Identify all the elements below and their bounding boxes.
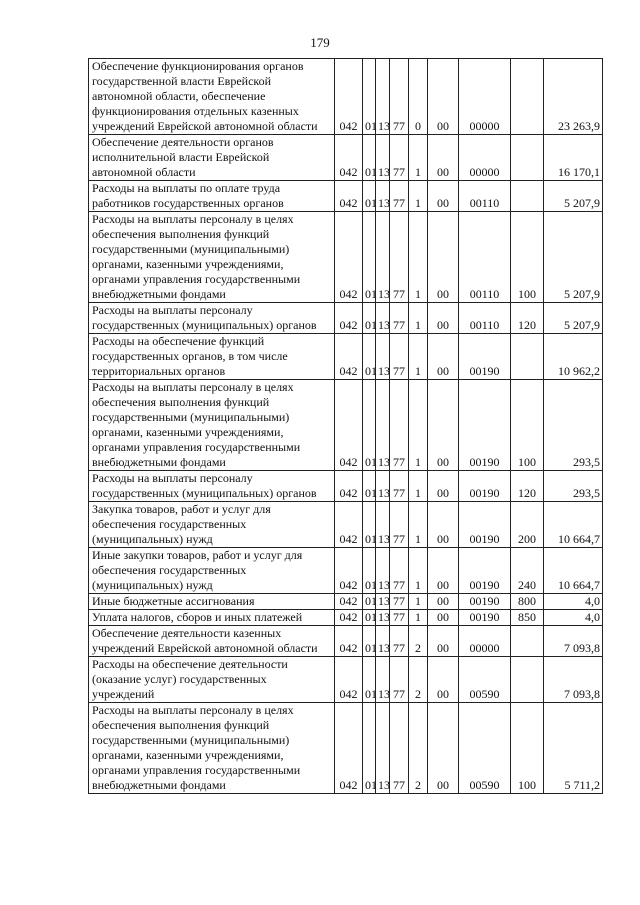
program-code: 77 — [390, 181, 409, 212]
table-row — [89, 703, 603, 794]
group-code: 00 — [428, 502, 459, 548]
group-code: 00 — [428, 334, 459, 380]
subprogram-code: 2 — [409, 657, 428, 703]
section-code: 01 — [363, 135, 376, 181]
expense-name: Иные закупки товаров, работ и услуг для обеспечения государственных (муниципальных) нужд — [89, 548, 335, 594]
program-code: 77 — [390, 471, 409, 502]
amount: 5 207,9 — [544, 303, 603, 334]
item-code: 00190 — [459, 548, 511, 594]
ministry-code: 042 — [335, 380, 363, 471]
subsection-code: 13 — [376, 502, 390, 548]
table-row — [89, 502, 603, 548]
expense-type-code: 800 — [511, 594, 544, 610]
table-row — [89, 626, 603, 657]
amount: 5 711,2 — [544, 703, 603, 794]
group-code: 00 — [428, 212, 459, 303]
group-code: 00 — [428, 59, 459, 135]
section-code: 01 — [363, 380, 376, 471]
table-row — [89, 334, 603, 380]
expense-name: Закупка товаров, работ и услуг для обеспечения государственных (муниципальных) нужд — [89, 502, 335, 548]
subsection-code: 13 — [376, 212, 390, 303]
subsection-code: 13 — [376, 303, 390, 334]
subprogram-code: 1 — [409, 548, 428, 594]
expense-name: Обеспечение деятельности органов исполнительной власти Еврейской автономной области — [89, 135, 335, 181]
item-code: 00190 — [459, 610, 511, 626]
item-code: 00000 — [459, 59, 511, 135]
amount: 5 207,9 — [544, 181, 603, 212]
table-row — [89, 471, 603, 502]
table-row — [89, 610, 603, 626]
expense-name: Расходы на обеспечение функций государственных органов, в том числе территориальных органов — [89, 334, 335, 380]
item-code: 00110 — [459, 303, 511, 334]
subsection-code: 13 — [376, 703, 390, 794]
section-code: 01 — [363, 703, 376, 794]
table-row — [89, 380, 603, 471]
item-code: 00190 — [459, 471, 511, 502]
item-code: 00190 — [459, 380, 511, 471]
group-code: 00 — [428, 380, 459, 471]
amount: 4,0 — [544, 610, 603, 626]
expense-name: Обеспечение функционирования органов государственной власти Еврейской автономной области, обеспечение функционирования отдельных казенных учреждений Еврейской автономной области — [89, 59, 335, 135]
expense-name: Уплата налогов, сборов и иных платежей — [89, 610, 335, 626]
subprogram-code: 1 — [409, 610, 428, 626]
subsection-code: 13 — [376, 626, 390, 657]
group-code: 00 — [428, 471, 459, 502]
subprogram-code: 1 — [409, 380, 428, 471]
amount: 10 664,7 — [544, 548, 603, 594]
expense-type-code: 850 — [511, 610, 544, 626]
table-row — [89, 135, 603, 181]
amount: 16 170,1 — [544, 135, 603, 181]
program-code: 77 — [390, 59, 409, 135]
expense-name: Расходы на выплаты персоналу в целях обеспечения выполнения функций государственными (муниципальными) органами, казенными учреждениями, органами управления государственными внебюджетными фондами — [89, 703, 335, 794]
item-code: 00110 — [459, 181, 511, 212]
group-code: 00 — [428, 657, 459, 703]
group-code: 00 — [428, 626, 459, 657]
subprogram-code: 1 — [409, 502, 428, 548]
subsection-code: 13 — [376, 380, 390, 471]
expense-type-code — [511, 181, 544, 212]
amount: 23 263,9 — [544, 59, 603, 135]
section-code: 01 — [363, 334, 376, 380]
subprogram-code: 1 — [409, 135, 428, 181]
subprogram-code: 2 — [409, 626, 428, 657]
ministry-code: 042 — [335, 502, 363, 548]
program-code: 77 — [390, 657, 409, 703]
table-row — [89, 212, 603, 303]
subsection-code: 13 — [376, 181, 390, 212]
program-code: 77 — [390, 610, 409, 626]
group-code: 00 — [428, 303, 459, 334]
item-code: 00000 — [459, 626, 511, 657]
subsection-code: 13 — [376, 59, 390, 135]
item-code: 00190 — [459, 594, 511, 610]
program-code: 77 — [390, 502, 409, 548]
section-code: 01 — [363, 181, 376, 212]
table-row — [89, 181, 603, 212]
item-code: 00190 — [459, 502, 511, 548]
section-code: 01 — [363, 502, 376, 548]
expense-type-code: 100 — [511, 380, 544, 471]
group-code: 00 — [428, 594, 459, 610]
group-code: 00 — [428, 703, 459, 794]
amount: 293,5 — [544, 380, 603, 471]
section-code: 01 — [363, 303, 376, 334]
amount: 4,0 — [544, 594, 603, 610]
ministry-code: 042 — [335, 548, 363, 594]
group-code: 00 — [428, 548, 459, 594]
program-code: 77 — [390, 703, 409, 794]
section-code: 01 — [363, 610, 376, 626]
section-code: 01 — [363, 548, 376, 594]
expense-type-code — [511, 657, 544, 703]
ministry-code: 042 — [335, 303, 363, 334]
item-code: 00590 — [459, 657, 511, 703]
expense-type-code: 120 — [511, 471, 544, 502]
expense-type-code: 100 — [511, 703, 544, 794]
ministry-code: 042 — [335, 135, 363, 181]
subsection-code: 13 — [376, 594, 390, 610]
ministry-code: 042 — [335, 212, 363, 303]
section-code: 01 — [363, 212, 376, 303]
expense-type-code — [511, 626, 544, 657]
subprogram-code: 1 — [409, 303, 428, 334]
section-code: 01 — [363, 626, 376, 657]
amount: 10 962,2 — [544, 334, 603, 380]
item-code: 00110 — [459, 212, 511, 303]
section-code: 01 — [363, 657, 376, 703]
ministry-code: 042 — [335, 594, 363, 610]
amount: 10 664,7 — [544, 502, 603, 548]
expense-name: Расходы на выплаты персоналу государственных (муниципальных) органов — [89, 471, 335, 502]
table-row — [89, 59, 603, 135]
program-code: 77 — [390, 212, 409, 303]
subprogram-code: 2 — [409, 703, 428, 794]
table-row — [89, 657, 603, 703]
item-code: 00190 — [459, 334, 511, 380]
program-code: 77 — [390, 303, 409, 334]
subsection-code: 13 — [376, 548, 390, 594]
expense-type-code — [511, 59, 544, 135]
expense-name: Расходы на выплаты персоналу государственных (муниципальных) органов — [89, 303, 335, 334]
expense-name: Обеспечение деятельности казенных учреждений Еврейской автономной области — [89, 626, 335, 657]
section-code: 01 — [363, 471, 376, 502]
subprogram-code: 1 — [409, 594, 428, 610]
program-code: 77 — [390, 548, 409, 594]
page-number: 179 — [310, 35, 330, 50]
amount: 5 207,9 — [544, 212, 603, 303]
table-row — [89, 548, 603, 594]
item-code: 00000 — [459, 135, 511, 181]
expense-type-code: 200 — [511, 502, 544, 548]
section-code: 01 — [363, 594, 376, 610]
table-row — [89, 303, 603, 334]
expense-name: Расходы на выплаты персоналу в целях обеспечения выполнения функций государственными (муниципальными) органами, казенными учреждениями, органами управления государственными внебюджетными фондами — [89, 212, 335, 303]
expense-type-code: 100 — [511, 212, 544, 303]
item-code: 00590 — [459, 703, 511, 794]
ministry-code: 042 — [335, 181, 363, 212]
budget-table — [88, 58, 603, 794]
group-code: 00 — [428, 610, 459, 626]
expense-type-code: 120 — [511, 303, 544, 334]
expense-type-code — [511, 135, 544, 181]
expense-type-code: 240 — [511, 548, 544, 594]
amount: 7 093,8 — [544, 657, 603, 703]
program-code: 77 — [390, 626, 409, 657]
subprogram-code: 1 — [409, 181, 428, 212]
subprogram-code: 1 — [409, 334, 428, 380]
program-code: 77 — [390, 334, 409, 380]
ministry-code: 042 — [335, 334, 363, 380]
section-code: 01 — [363, 59, 376, 135]
subsection-code: 13 — [376, 657, 390, 703]
subsection-code: 13 — [376, 610, 390, 626]
ministry-code: 042 — [335, 610, 363, 626]
program-code: 77 — [390, 594, 409, 610]
ministry-code: 042 — [335, 703, 363, 794]
expense-type-code — [511, 334, 544, 380]
subprogram-code: 1 — [409, 212, 428, 303]
expense-name: Расходы на выплаты персоналу в целях обеспечения выполнения функций государственными (муниципальными) органами, казенными учреждениями, органами управления государственными внебюджетными фондами — [89, 380, 335, 471]
program-code: 77 — [390, 380, 409, 471]
table-row — [89, 594, 603, 610]
subsection-code: 13 — [376, 471, 390, 502]
expense-name: Расходы на обеспечение деятельности (оказание услуг) государственных учреждений — [89, 657, 335, 703]
ministry-code: 042 — [335, 471, 363, 502]
ministry-code: 042 — [335, 59, 363, 135]
subprogram-code: 1 — [409, 471, 428, 502]
ministry-code: 042 — [335, 657, 363, 703]
group-code: 00 — [428, 135, 459, 181]
amount: 7 093,8 — [544, 626, 603, 657]
subprogram-code: 0 — [409, 59, 428, 135]
ministry-code: 042 — [335, 626, 363, 657]
expense-name: Расходы на выплаты по оплате труда работников государственных органов — [89, 181, 335, 212]
subsection-code: 13 — [376, 334, 390, 380]
expense-name: Иные бюджетные ассигнования — [89, 594, 335, 610]
program-code: 77 — [390, 135, 409, 181]
amount: 293,5 — [544, 471, 603, 502]
subsection-code: 13 — [376, 135, 390, 181]
group-code: 00 — [428, 181, 459, 212]
